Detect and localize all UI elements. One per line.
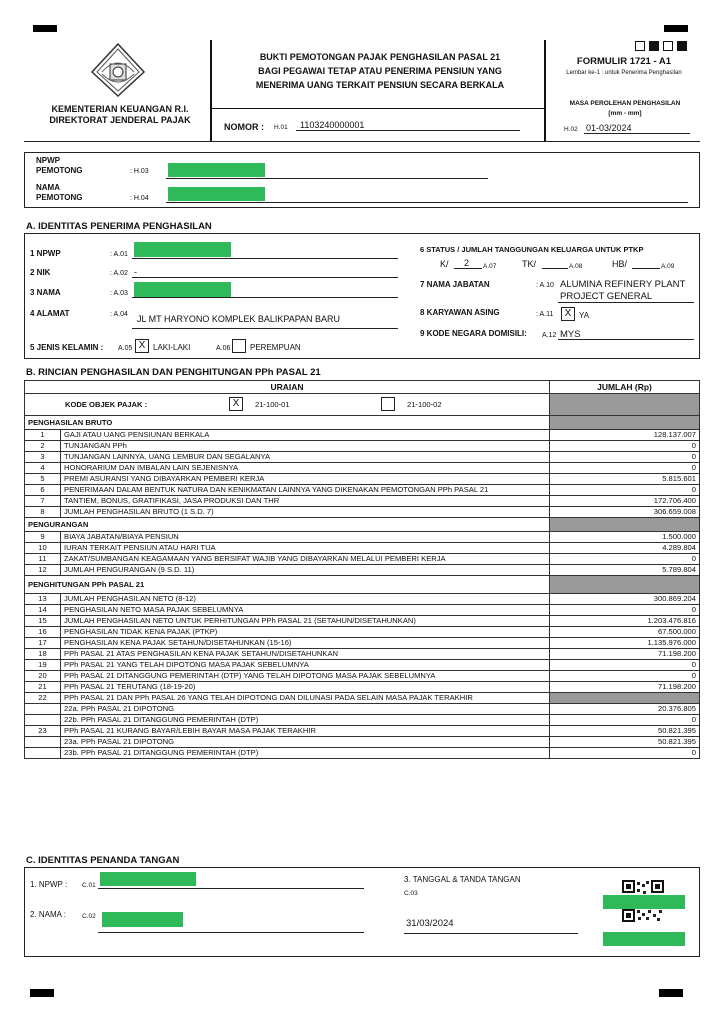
c-nama-redaction — [102, 912, 183, 927]
a-status-k: K/ — [440, 259, 449, 269]
a-alamat-code: : A.04 — [110, 311, 128, 318]
form-sheet-note: Lembar ke-1 : untuk Penerima Penghasilan — [566, 70, 682, 76]
row-number: 18 — [25, 649, 61, 660]
row-description: TANTIEM, BONUS, GRATIFIKASI, JASA PRODUKSI DAN THR — [61, 496, 550, 507]
row-number — [25, 715, 61, 726]
table-row — [25, 748, 700, 759]
row-description: 23b. PPh PASAL 21 DITANGGUNG PEMERINTAH (DTP) — [61, 748, 550, 759]
table-row — [25, 671, 700, 682]
c-ttd-code: C.03 — [404, 890, 418, 897]
kode-2-checkbox[interactable] — [381, 397, 395, 411]
a-status-label: 6 STATUS / JUMLAH TANGGUNGAN KELUARGA UNTUK PTKP — [420, 245, 644, 254]
kode-1-checkbox[interactable]: X — [229, 397, 243, 411]
a-status-hb-underline — [632, 268, 660, 269]
a-npwp-redaction — [134, 242, 231, 257]
a-laki-checkbox[interactable]: X — [135, 339, 149, 353]
a-alamat-underline — [132, 328, 398, 329]
row-amount: 0 — [550, 452, 700, 463]
table-row — [25, 463, 700, 474]
a-status-tk-underline — [542, 268, 568, 269]
col-uraian-header: URAIAN — [25, 381, 550, 394]
row-number: 21 — [25, 682, 61, 693]
npwp-pemotong-label-2: PEMOTONG — [36, 166, 83, 175]
a-nik-underline — [132, 277, 398, 278]
a-status-k-value: 2 — [464, 258, 470, 268]
a-npwp-code: : A.01 — [110, 251, 128, 258]
sheet-indicator-box-2 — [649, 41, 659, 51]
table-row — [25, 704, 700, 715]
a-asing-code: : A.11 — [536, 311, 554, 318]
nama-pemotong-label-1: NAMA — [36, 183, 60, 192]
row-amount: 5.789.804 — [550, 565, 700, 576]
nomor-underline — [296, 130, 520, 131]
table-row — [25, 605, 700, 616]
row-description: PPh PASAL 21 TERUTANG (18-19-20) — [61, 682, 550, 693]
row-number: 17 — [25, 638, 61, 649]
a-nama-code: : A.03 — [110, 290, 128, 297]
nomor-value: 1103240000001 — [300, 120, 365, 130]
c-npwp-code: C.01 — [82, 882, 96, 889]
a-status-k-underline — [454, 268, 482, 269]
a-status-tk-code: A.08 — [569, 263, 583, 270]
a-kelamin-code-l: A.05 — [118, 345, 133, 352]
row-description: PREMI ASURANSI YANG DIBAYARKAN PEMBERI KERJA — [61, 474, 550, 485]
table-row — [25, 616, 700, 627]
row-amount: 20.376.805 — [550, 704, 700, 715]
row-description: TUNJANGAN LAINNYA, UANG LEMBUR DAN SEGALANYA — [61, 452, 550, 463]
row-number: 22 — [25, 693, 61, 704]
a-nama-label: 3 NAMA — [30, 288, 61, 297]
row-description: PPh PASAL 21 DITANGGUNG PEMERINTAH (DTP) YANG TELAH DIPOTONG MASA PAJAK SEBELUMNYA — [61, 671, 550, 682]
npwp-pemotong-code: : H.03 — [130, 168, 149, 175]
kode-1-label: 21-100-01 — [255, 400, 290, 409]
row-description: HONORARIUM DAN IMBALAN LAIN SEJENISNYA — [61, 463, 550, 474]
a-asing-ya: YA — [579, 311, 590, 320]
corner-marker-top-right — [664, 25, 688, 32]
table-row — [25, 638, 700, 649]
pengurangan-section-grey — [550, 518, 700, 532]
c-nama-label: 2. NAMA : — [30, 910, 67, 919]
c-ttd-label: 3. TANGGAL & TANDA TANGAN — [404, 875, 521, 884]
table-row — [25, 594, 700, 605]
row-number: 13 — [25, 594, 61, 605]
masa-underline — [584, 133, 690, 134]
row-amount: 71.198.200 — [550, 682, 700, 693]
row-amount: 0 — [550, 485, 700, 496]
pengurangan-section-title: PENGURANGAN — [25, 518, 550, 532]
row-number: 2 — [25, 441, 61, 452]
a-jabatan-underline — [558, 302, 694, 303]
table-row — [25, 627, 700, 638]
a-perempuan-label: PEREMPUAN — [250, 343, 301, 352]
nomor-label: NOMOR : — [224, 122, 264, 132]
masa-format: [mm - mm] — [608, 110, 642, 117]
pemotong-box — [24, 152, 700, 208]
row-description: PPh PASAL 21 KURANG BAYAR/LEBIH BAYAR MASA PAJAK TERAKHIR — [61, 726, 550, 737]
row-description: PPh PASAL 21 YANG TELAH DIPOTONG MASA PAJAK SEBELUMNYA — [61, 660, 550, 671]
kode-2-label: 21-100-02 — [407, 400, 442, 409]
row-number: 6 — [25, 485, 61, 496]
kode-objek-row — [25, 394, 700, 416]
table-row — [25, 682, 700, 693]
row-number — [25, 704, 61, 715]
a-status-tk: TK/ — [522, 259, 537, 269]
row-description: BIAYA JABATAN/BIAYA PENSIUN — [61, 532, 550, 543]
a-asing-checkbox[interactable]: X — [561, 307, 575, 321]
ministry-name: KEMENTERIAN KEUANGAN R.I. — [51, 104, 189, 114]
row-number: 4 — [25, 463, 61, 474]
row-amount: 128.137.007 — [550, 430, 700, 441]
a-negara-underline — [558, 339, 694, 340]
row-number: 14 — [25, 605, 61, 616]
row-amount: 1.500.000 — [550, 532, 700, 543]
row-number: 12 — [25, 565, 61, 576]
corner-marker-bottom-left — [30, 989, 54, 997]
ministry-emblem-icon — [88, 42, 148, 98]
row-amount: 50.821.395 — [550, 726, 700, 737]
a-negara-label: 9 KODE NEGARA DOMISILI: — [420, 329, 527, 338]
row-number: 10 — [25, 543, 61, 554]
table-row — [25, 565, 700, 576]
a-npwp-underline — [132, 258, 398, 259]
a-status-hb: HB/ — [612, 259, 628, 269]
row-number: 5 — [25, 474, 61, 485]
a-status-k-code: A.07 — [483, 263, 497, 270]
row-description: ZAKAT/SUMBANGAN KEAGAMAAN YANG BERSIFAT WAJIB YANG DIBAYARKAN MELALUI PEMBERI KERJA — [61, 554, 550, 565]
table-row — [25, 474, 700, 485]
row-amount: 50.821.395 — [550, 737, 700, 748]
row-amount: 4.289.804 — [550, 543, 700, 554]
a-jabatan-value-1: ALUMINA REFINERY PLANT — [560, 279, 686, 290]
row-number: 7 — [25, 496, 61, 507]
a-asing-label: 8 KARYAWAN ASING — [420, 308, 500, 317]
section-c-title: C. IDENTITAS PENANDA TANGAN — [26, 855, 180, 866]
row-number: 19 — [25, 660, 61, 671]
row-amount: 71.198.200 — [550, 649, 700, 660]
row-amount: 0 — [550, 715, 700, 726]
row-amount: 67.500.000 — [550, 627, 700, 638]
row-description: PENGHASILAN KENA PAJAK SETAHUN/DISETAHUNKAN (15-16) — [61, 638, 550, 649]
a-nik-value: - — [134, 267, 137, 277]
a-perempuan-checkbox[interactable] — [232, 339, 246, 353]
table-row — [25, 496, 700, 507]
row-number: 9 — [25, 532, 61, 543]
a-nama-underline — [132, 297, 398, 298]
a-jabatan-code: : A.10 — [536, 282, 554, 289]
c-nama-code: C.02 — [82, 913, 96, 920]
row-number: 20 — [25, 671, 61, 682]
row-number: 15 — [25, 616, 61, 627]
c-npwp-redaction — [100, 872, 196, 886]
corner-marker-bottom-right — [659, 989, 683, 997]
table-row — [25, 452, 700, 463]
row-description: PPh PASAL 21 DAN PPh PASAL 26 YANG TELAH DIPOTONG DAN DILUNASI PADA SELAIN MASA PAJAK TERAKHIR — [61, 693, 550, 704]
row-number: 23 — [25, 726, 61, 737]
row-description: GAJI ATAU UANG PENSIUNAN BERKALA — [61, 430, 550, 441]
row-amount: 1.203.476.816 — [550, 616, 700, 627]
row-number: 8 — [25, 507, 61, 518]
row-amount — [550, 693, 700, 704]
table-row — [25, 693, 700, 704]
row-amount: 0 — [550, 554, 700, 565]
row-description: 23a. PPh PASAL 21 DIPOTONG — [61, 737, 550, 748]
row-amount: 5.815.601 — [550, 474, 700, 485]
table-row — [25, 660, 700, 671]
form-header — [24, 38, 700, 142]
npwp-pemotong-label-1: NPWP — [36, 156, 60, 165]
row-number: 11 — [25, 554, 61, 565]
c-nama-underline — [98, 932, 364, 933]
bruto-section-grey — [550, 416, 700, 430]
table-row — [25, 543, 700, 554]
masa-value: 01-03/2024 — [586, 123, 632, 133]
penghitungan-section-grey — [550, 576, 700, 594]
table-row — [25, 726, 700, 737]
form-title-line-3: MENERIMA UANG TERKAIT PENSIUN SECARA BERKALA — [255, 80, 505, 90]
a-npwp-label: 1 NPWP — [30, 249, 61, 258]
table-row — [25, 507, 700, 518]
sheet-indicator-box-1 — [635, 41, 645, 51]
income-table — [24, 380, 700, 759]
a-alamat-value: JL MT HARYONO KOMPLEK BALIKPAPAN BARU — [137, 314, 341, 324]
table-row — [25, 441, 700, 452]
form-title-line-1: BUKTI PEMOTONGAN PAJAK PENGHASILAN PASAL 21 — [259, 52, 501, 62]
row-description: JUMLAH PENGHASILAN NETO UNTUK PERHITUNGAN PPh PASAL 21 (SETAHUN/DISETAHUNKAN) — [61, 616, 550, 627]
a-nik-code: : A.02 — [110, 270, 128, 277]
a-kelamin-label: 5 JENIS KELAMIN : — [30, 343, 104, 352]
row-number — [25, 737, 61, 748]
a-kelamin-code-p: A.06 — [216, 345, 231, 352]
row-description: PPh PASAL 21 ATAS PENGHASILAN KENA PAJAK SETAHUN/DISETAHUNKAN — [61, 649, 550, 660]
nama-pemotong-code: : H.04 — [130, 195, 149, 202]
nama-pemotong-redaction — [168, 187, 265, 201]
sheet-indicator-box-3 — [663, 41, 673, 51]
c-npwp-label: 1. NPWP : — [30, 880, 68, 889]
row-amount: 0 — [550, 441, 700, 452]
row-description: JUMLAH PENGHASILAN NETO (8-12) — [61, 594, 550, 605]
section-b-title: B. RINCIAN PENGHASILAN DAN PENGHITUNGAN PPh PASAL 21 — [26, 367, 321, 378]
form-title-line-2: BAGI PEGAWAI TETAP ATAU PENERIMA PENSIUN YANG — [258, 66, 502, 76]
a-jabatan-value-2: PROJECT GENERAL — [560, 291, 653, 302]
a-nama-redaction — [134, 282, 231, 297]
nama-pemotong-underline — [166, 202, 688, 203]
row-amount: 172.706.400 — [550, 496, 700, 507]
c-tanggal-underline — [404, 933, 578, 934]
row-description: JUMLAH PENGHASILAN BRUTO (1 S.D. 7) — [61, 507, 550, 518]
row-number: 3 — [25, 452, 61, 463]
a-negara-value: MYS — [560, 329, 581, 340]
qr-redaction-bottom — [603, 932, 685, 946]
a-laki-label: LAKI-LAKI — [153, 343, 191, 352]
row-amount: 0 — [550, 463, 700, 474]
row-amount: 0 — [550, 748, 700, 759]
row-description: TUNJANGAN PPh — [61, 441, 550, 452]
row-description: JUMLAH PENGURANGAN (9 S.D. 11) — [61, 565, 550, 576]
table-row — [25, 737, 700, 748]
row-description: PENGHASILAN TIDAK KENA PAJAK (PTKP) — [61, 627, 550, 638]
row-number: 16 — [25, 627, 61, 638]
row-amount: 0 — [550, 605, 700, 616]
qr-redaction-top — [603, 895, 685, 909]
row-amount: 0 — [550, 671, 700, 682]
row-description: PENGHASILAN NETO MASA PAJAK SEBELUMNYA — [61, 605, 550, 616]
masa-code: H.02 — [564, 126, 578, 133]
row-description: IURAN TERKAIT PENSIUN ATAU HARI TUA — [61, 543, 550, 554]
a-negara-code: A.12 — [542, 332, 557, 339]
table-row — [25, 554, 700, 565]
directorate-name: DIREKTORAT JENDERAL PAJAK — [49, 115, 191, 125]
col-jumlah-header: JUMLAH (Rp) — [550, 381, 700, 394]
penghitungan-section-title: PENGHITUNGAN PPh PASAL 21 — [25, 576, 550, 594]
row-number — [25, 748, 61, 759]
row-description: 22b. PPh PASAL 21 DITANGGUNG PEMERINTAH (DTP) — [61, 715, 550, 726]
row-number: 1 — [25, 430, 61, 441]
form-name: FORMULIR 1721 - A1 — [576, 56, 672, 67]
section-a-title: A. IDENTITAS PENERIMA PENGHASILAN — [26, 221, 212, 232]
table-row — [25, 649, 700, 660]
table-row — [25, 485, 700, 496]
corner-marker-top-left — [33, 25, 57, 32]
row-description: PENERIMAAN DALAM BENTUK NATURA DAN KENIKMATAN LAINNYA YANG DIKENAKAN PEMOTONGAN PPh PASAL 21 — [61, 485, 550, 496]
row-amount: 1.135.976.000 — [550, 638, 700, 649]
row-amount: 0 — [550, 660, 700, 671]
table-row — [25, 532, 700, 543]
kode-objek-label: KODE OBJEK PAJAK : — [65, 400, 148, 409]
row-description: 22a. PPh PASAL 21 DIPOTONG — [61, 704, 550, 715]
kode-objek-grey — [550, 394, 700, 416]
c-tanggal: 31/03/2024 — [406, 918, 454, 929]
npwp-pemotong-underline — [166, 178, 488, 179]
a-jabatan-label: 7 NAMA JABATAN — [420, 280, 490, 289]
a-alamat-label: 4 ALAMAT — [30, 309, 70, 318]
masa-label: MASA PEROLEHAN PENGHASILAN — [569, 100, 681, 107]
bruto-section-title: PENGHASILAN BRUTO — [25, 416, 550, 430]
table-row — [25, 430, 700, 441]
npwp-pemotong-redaction — [168, 163, 265, 177]
nama-pemotong-label-2: PEMOTONG — [36, 193, 83, 202]
table-row — [25, 715, 700, 726]
row-amount: 306.659.008 — [550, 507, 700, 518]
c-npwp-underline — [98, 888, 364, 889]
a-nik-label: 2 NIK — [30, 268, 51, 277]
nomor-code: H.01 — [274, 124, 288, 131]
sheet-indicator-box-4 — [677, 41, 687, 51]
a-status-hb-code: A.09 — [661, 263, 675, 270]
row-amount: 300.869.204 — [550, 594, 700, 605]
